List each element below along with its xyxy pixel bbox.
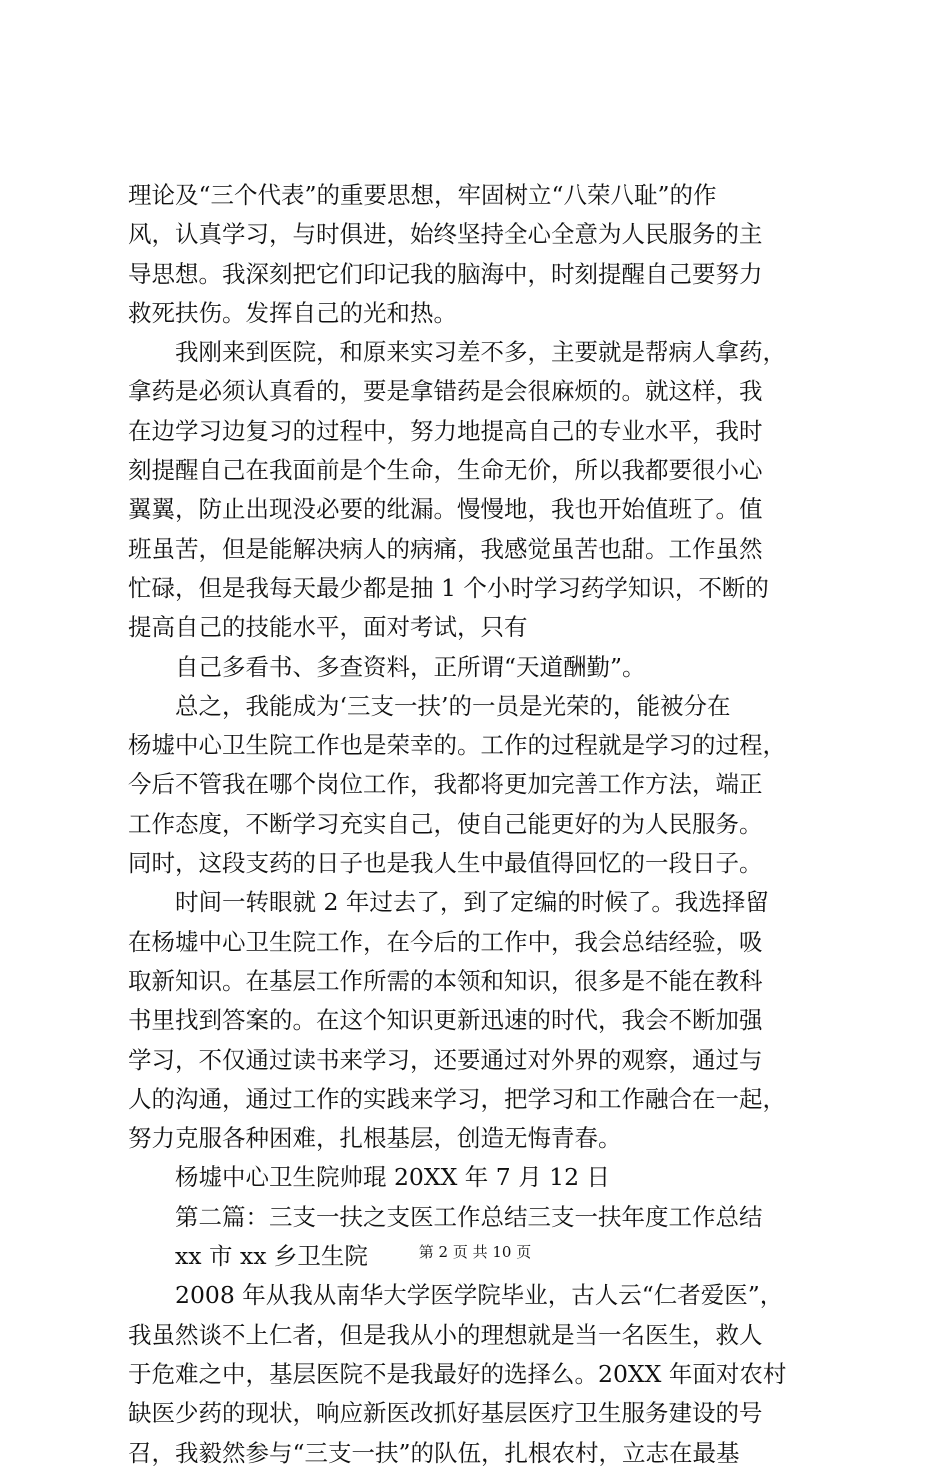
text-line: 拿药是必须认真看的，要是拿错药是会很麻烦的。就这样，我 (128, 377, 763, 406)
text-line: 我虽然谈不上仁者，但是我从小的理想就是当一名医生，救人 (128, 1320, 763, 1349)
text-line: 提高自己的技能水平，面对考试，只有 (128, 613, 528, 642)
text-line: 时间一转眼就 2 年过去了，到了定编的时候了。我选择留 (175, 888, 769, 917)
text-line: 我刚来到医院，和原来实习差不多，主要就是帮病人拿药， (175, 338, 786, 367)
text-line: 在杨墟中心卫生院工作，在今后的工作中，我会总结经验，吸 (128, 927, 763, 956)
text-line: 班虽苦，但是能解决病人的病痛，我感觉虽苦也甜。工作虽然 (128, 534, 763, 563)
text-line: 第二篇：三支一扶之支医工作总结三支一扶年度工作总结 (175, 1202, 763, 1231)
text-line: 工作态度，不断学习充实自己，使自己能更好的为人民服务。 (128, 809, 763, 838)
document-body (128, 176, 840, 1473)
text-line: 忙碌，但是我每天最少都是抽 1 个小时学习药学知识，不断的 (128, 573, 769, 602)
text-line: 书里找到答案的。在这个知识更新迅速的时代，我会不断加强 (128, 1006, 763, 1035)
text-line: 取新知识。在基层工作所需的本领和知识，很多是不能在教科 (128, 966, 763, 995)
text-line: 学习，不仅通过读书来学习，还要通过对外界的观察，通过与 (128, 1045, 763, 1074)
text-line: 救死扶伤。发挥自己的光和热。 (128, 298, 457, 327)
text-line: 努力克服各种困难，扎根基层，创造无悔青春。 (128, 1124, 622, 1153)
text-line: xx 市 xx 乡卫生院 (175, 1242, 368, 1271)
text-line: 刻提醒自己在我面前是个生命，生命无价，所以我都要很小心 (128, 456, 763, 485)
text-line: 缺医少药的现状，响应新医改抓好基层医疗卫生服务建设的号 (128, 1399, 763, 1428)
text-line: 理论及“三个代表”的重要思想，牢固树立“八荣八耻”的作 (128, 181, 717, 209)
page-footer: 第 2 页 共 10 页 (418, 1243, 532, 1261)
text-line: 召，我毅然参与“三支一扶”的队伍，扎根农村，立志在最基 (128, 1438, 740, 1467)
text-line: 在边学习边复习的过程中，努力地提高自己的专业水平，我时 (128, 416, 763, 445)
text-line: 杨墟中心卫生院工作也是荣幸的。工作的过程就是学习的过程， (128, 731, 786, 760)
text-line: 人的沟通，通过工作的实践来学习，把学习和工作融合在一起， (128, 1084, 786, 1113)
text-line: 杨墟中心卫生院帅琨 20XX 年 7 月 12 日 (175, 1163, 611, 1192)
text-line: 于危难之中，基层医院不是我最好的选择么。20XX 年面对农村 (128, 1359, 787, 1388)
text-line: 同时，这段支药的日子也是我人生中最值得回忆的一段日子。 (128, 849, 763, 878)
text-line: 导思想。我深刻把它们印记我的脑海中，时刻提醒自己要努力 (128, 259, 763, 288)
text-line: 今后不管我在哪个岗位工作，我都将更加完善工作方法，端正 (128, 770, 763, 799)
text-line: 总之，我能成为‘三支一扶’的一员是光荣的，能被分在 (175, 691, 731, 720)
text-line: 翼翼，防止出现没必要的纰漏。慢慢地，我也开始值班了。值 (128, 495, 763, 524)
text-line: 自己多看书、多查资料，正所谓“天道酬勤”。 (175, 652, 646, 681)
text-line: 风，认真学习，与时俱进，始终坚持全心全意为人民服务的主 (128, 220, 763, 249)
text-line: 2008 年从我从南华大学医学院毕业，古人云“仁者爱医”， (175, 1281, 784, 1310)
